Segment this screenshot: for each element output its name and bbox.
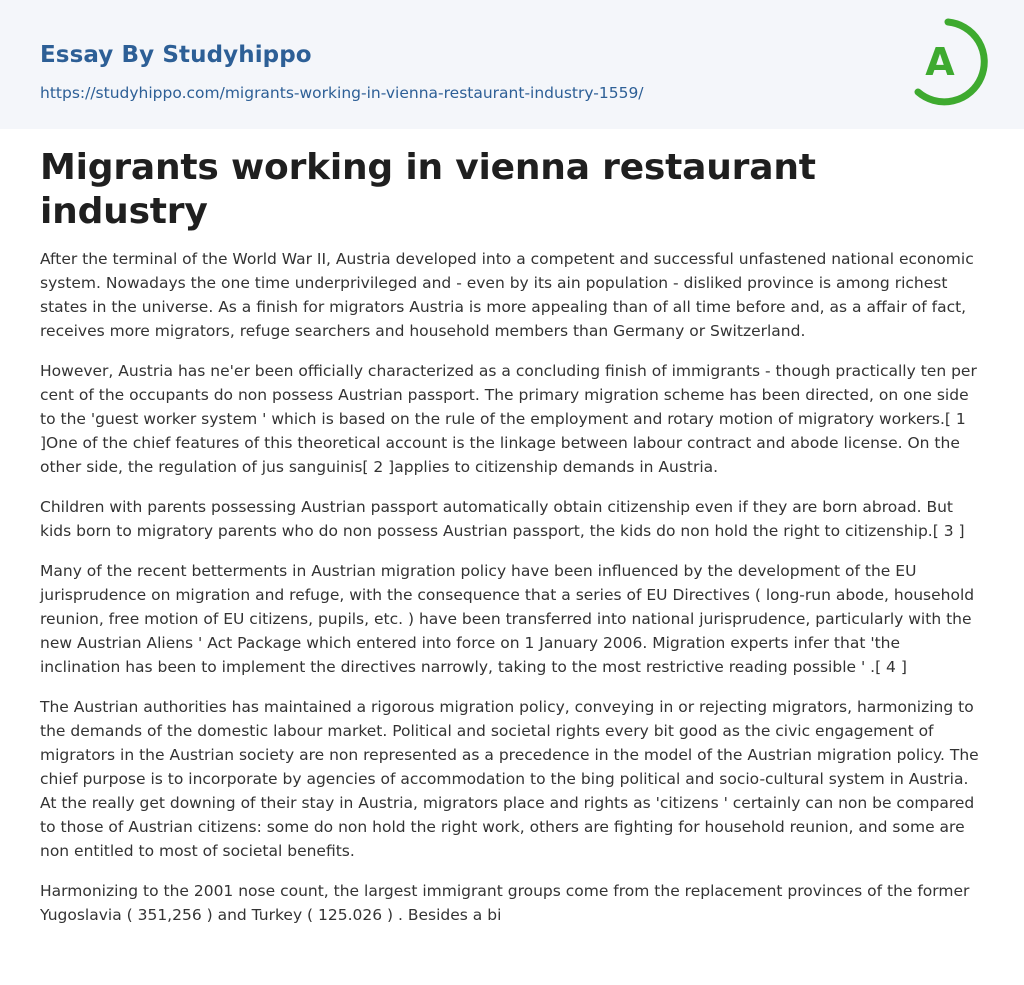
essay-url-link[interactable]: https://studyhippo.com/migrants-working-in-vienna-restaurant-industry-1559/ <box>40 84 644 102</box>
brand-title[interactable]: Essay By Studyhippo <box>40 42 312 68</box>
page-title: Migrants working in vienna restaurant industry <box>40 147 816 232</box>
paragraph-6: Harmonizing to the 2001 nose count, the largest immigrant groups come from the replacement provinces of the former Yugoslavia ( 351,256 ) and Turkey ( 125.026 ) . Besides a bi <box>40 882 970 924</box>
paragraph-2: However, Austria has ne'er been officially characterized as a concluding finish of immigrants - though practically ten per cent of the occupants do non possess Austrian passport. The primary migration scheme has been directed, on one side to the 'guest worker system ' which is based on the rule of the employment and rotary motion of migratory workers.[ 1 ]One of the chief features of this theoretical account is the linkage between labour contract and abode license. On the other side, the regulation of jus sanguinis[ 2 ]applies to citizenship demands in Austria. <box>40 362 977 476</box>
paragraph-4: Many of the recent betterments in Austrian migration policy have been influenced by the development of the EU jurisprudence on migration and refuge, with the consequence that a series of EU Directives ( long-run abode, household reunion, free motion of EU citizens, pupils, etc. ) have been transferred into national jurisprudence, particularly with the new Austrian Aliens ' Act Package which entered into force on 1 January 2006. Migration experts infer that 'the inclination has been to implement the directives narrowly, taking to the most restrictive reading possible ' .[ 4 ] <box>40 562 975 676</box>
paragraph-1: After the terminal of the World War II, Austria developed into a competent and successful unfastened national economic system. Nowadays the one time underprivileged and - even by its ain population - disliked province is among richest states in the universe. As a finish for migrators Austria is more appealing than of all time before and, as a affair of fact, receives more migrators, refuge searchers and household members than Germany or Switzerland. <box>40 250 974 340</box>
site-header <box>0 0 1024 129</box>
paragraph-3: Children with parents possessing Austrian passport automatically obtain citizenship even if they are born abroad. But kids born to migratory parents who do non possess Austrian passport, the kids do non hold the right to citizenship.[ 3 ] <box>40 498 965 540</box>
studyhippo-logo-icon[interactable] <box>908 18 988 106</box>
logo-letter: A <box>925 40 955 84</box>
article-content <box>40 146 984 943</box>
paragraph-5: The Austrian authorities has maintained a rigorous migration policy, conveying in or rejecting migrators, harmonizing to the demands of the domestic labour market. Political and societal rights every bit good as the civic engagement of migrators in the Austrian society are non represented as a precedence in the model of the Austrian migration policy. The chief purpose is to incorporate by agencies of accommodation to the bing political and socio-cultural system in Austria. At the really get downing of their stay in Austria, migrators place and rights as 'citizens ' certainly can non be compared to those of Austrian citizens: some do non hold the right work, others are fighting for household reunion, and some are non entitled to most of societal benefits. <box>40 698 979 860</box>
